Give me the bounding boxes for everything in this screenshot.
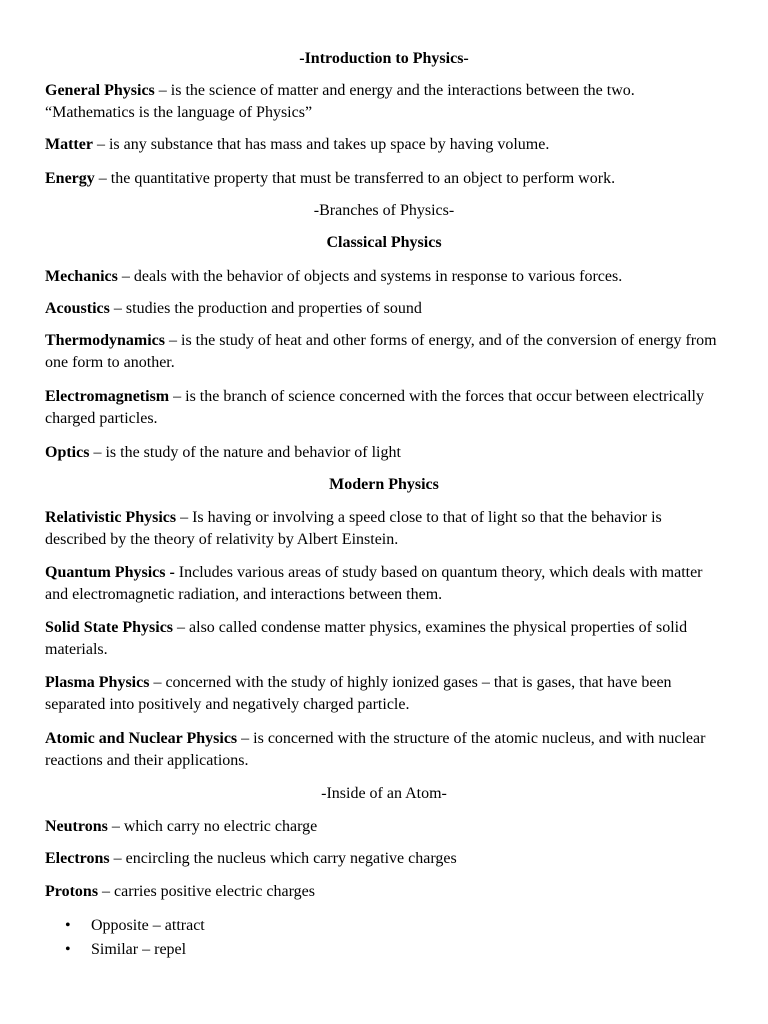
definition-term: Protons [45,883,99,900]
definition-text: – the quantitative property that must be transferred to an object to perform work. [94,170,616,187]
definition-term: Relativistic Physics [45,509,177,526]
definition-thermodynamics [45,330,725,374]
definition-plasma-physics [45,672,725,716]
definition-term: Electrons [45,850,110,867]
definition-term: Thermodynamics [45,332,165,349]
modern-physics-heading: Modern Physics [329,476,439,493]
branches-heading: -Branches of Physics- [313,202,455,219]
definition-term: Electromagnetism [45,388,170,405]
definition-text: – encircling the nucleus which carry negative charges [109,850,457,867]
definition-energy [45,168,725,190]
definition-protons [45,881,725,903]
definition-electrons [45,848,725,870]
definition-acoustics [45,298,725,320]
definition-text: Includes various areas of study based on quantum theory, which deals with matter and electromagnetic radiation, and interactions between them. [45,564,703,603]
definition-text: – carries positive electric charges [98,883,315,900]
definition-text: – deals with the behavior of objects and systems in response to various forces. [117,268,623,285]
definition-text: – is concerned with the structure of the atomic nucleus, and with nuclear reactions and their applications. [45,730,706,769]
definition-text: – is the study of the nature and behavior of light [89,444,401,461]
definition-text: – studies the production and properties of sound [109,300,422,317]
definition-quantum-physics [45,562,725,606]
definition-optics [45,442,725,464]
definition-term: Plasma Physics [45,674,150,691]
definition-relativistic-physics [45,507,725,551]
definition-electromagnetism [45,386,725,430]
charge-rules-list [45,914,205,962]
definition-term: Energy [45,170,95,187]
definition-general-physics [45,80,725,124]
definition-mechanics [45,266,725,288]
definition-term: Solid State Physics [45,619,174,636]
definition-term: Neutrons [45,818,108,835]
definition-text: – concerned with the study of highly ionized gases – that is gases, that have been separated into positively and negatively charged particle. [45,674,672,713]
definition-atomic-nuclear-physics [45,728,725,772]
atom-heading: -Inside of an Atom- [321,785,447,802]
definition-text: – is any substance that has mass and takes up space by having volume. [92,136,550,153]
definition-term: Acoustics [45,300,110,317]
definition-text: – is the study of heat and other forms of energy, and of the conversion of energy from one form to another. [45,332,717,371]
definition-text: – which carry no electric charge [107,818,318,835]
intro-heading: -Introduction to Physics- [299,50,469,67]
definition-term: Quantum Physics - [45,564,175,581]
definition-term: Atomic and Nuclear Physics [45,730,238,747]
definition-term: Optics [45,444,90,461]
definition-text: – Is having or involving a speed close to that of light so that the behavior is described by the theory of relativity by Albert Einstein. [45,509,662,548]
definition-neutrons [45,816,725,838]
definition-text: – is the science of matter and energy and the interactions between the two. “Mathematics is the language of Physics” [45,82,635,121]
definition-text: – also called condense matter physics, examines the physical properties of solid materials. [45,619,688,658]
definition-term: General Physics [45,82,155,99]
definition-text: – is the branch of science concerned with the forces that occur between electrically charged particles. [45,388,704,427]
list-item: • Similar – repel [45,938,205,962]
definition-matter [45,134,725,156]
definition-term: Mechanics [45,268,118,285]
list-item: • Opposite – attract [45,914,205,938]
definition-solid-state-physics [45,617,725,661]
classical-physics-heading: Classical Physics [326,234,442,251]
definition-term: Matter [45,136,93,153]
